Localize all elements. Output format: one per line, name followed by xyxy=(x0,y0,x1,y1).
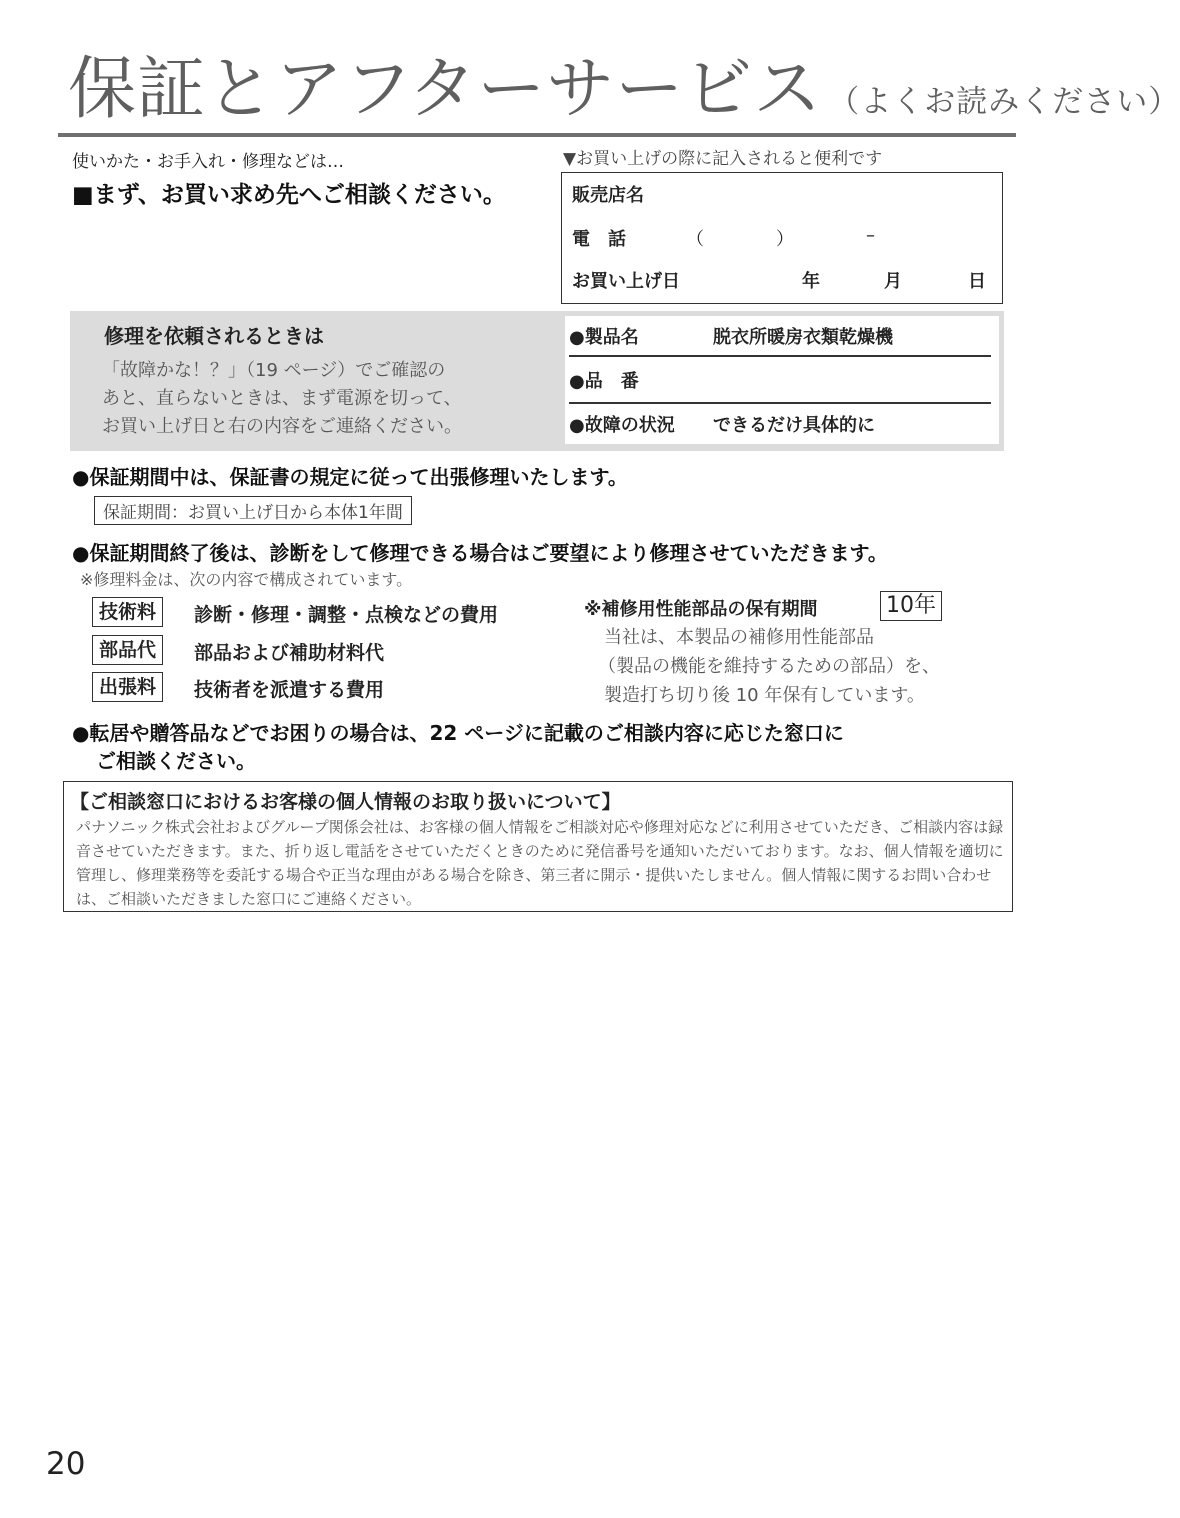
month-label: 月 xyxy=(884,271,902,292)
warranty-bullet-1: ●保証期間中は、保証書の規定に従って出張修理いたします。 xyxy=(72,465,628,489)
repair-line-1: 「故障かな！？」（19 ページ）でご確認の xyxy=(102,360,446,381)
info-divider xyxy=(569,355,991,357)
warranty-period-box: 保証期間：お買い上げ日から本体1年間 xyxy=(94,496,412,525)
consult-intro: 使いかた・お手入れ・修理などは… xyxy=(72,152,344,172)
parts-retention-text xyxy=(598,623,940,710)
privacy-text: パナソニック株式会社およびグループ関係会社は、お客様の個人情報をご相談対応や修理対応などに利用させていただき、ご相談内容は録音させていただきます。また、折り返し電話をさせていただくときのために発信番号を通知いただいております。なお、個人情報を適切に管理し、修理業務等を委託する場合や正当な理由がある場合を除き、第三者に開示・提供いたしません。個人情報に関するお問い合わせは、ご相談いただきました窓口にご連絡ください。 xyxy=(76,818,1004,908)
privacy-heading: 【ご相談窓口におけるお客様の個人情報のお取り扱いについて】 xyxy=(70,791,621,813)
year-label: 年 xyxy=(802,271,820,292)
phone-dash: – xyxy=(866,225,875,246)
warranty-bullet-3: ●転居や贈答品などでお困りの場合は、22 ページに記載のご相談内容に応じた窓口に xyxy=(72,721,844,745)
phone-paren-open: （ xyxy=(686,229,704,250)
fee-desc-visit: 技術者を派遣する費用 xyxy=(194,679,385,701)
parts-line-3: 製造打ち切り後 10 年保有しています。 xyxy=(604,685,925,706)
fee-label-visit: 出張料 xyxy=(92,672,163,702)
model-number-label: ●品 番 xyxy=(569,371,639,392)
product-name-label: ●製品名 xyxy=(569,327,639,348)
title-divider xyxy=(58,133,1016,137)
issue-label: ●故障の状況 xyxy=(569,415,675,436)
repair-line-2: あと、直らないときは、まず電源を切って、 xyxy=(102,388,462,409)
issue-value: できるだけ具体的に xyxy=(713,415,875,436)
title-subtitle: （よくお読みください） xyxy=(828,84,1180,120)
phone-paren-close: ） xyxy=(776,229,794,250)
repair-request-text xyxy=(102,357,542,441)
purchase-date-label: お買い上げ日 xyxy=(572,271,680,292)
fee-label-parts: 部品代 xyxy=(92,635,163,665)
product-name-value: 脱衣所暖房衣類乾燥機 xyxy=(713,327,893,348)
parts-retention-heading: ※補修用性能部品の保有期間 xyxy=(584,599,818,620)
parts-line-2: （製品の機能を維持するための部品）を、 xyxy=(598,656,940,677)
fee-desc-parts: 部品および補助材料代 xyxy=(194,642,385,664)
day-label: 日 xyxy=(968,271,986,292)
fee-note: ※修理料金は、次の内容で構成されています。 xyxy=(80,570,413,589)
warranty-bullet-2: ●保証期間終了後は、診断をして修理できる場合はご要望により修理させていただきます。 xyxy=(72,541,888,565)
repair-request-heading: 修理を依頼されるときは xyxy=(104,324,324,348)
parts-line-1: 当社は、本製品の補修用性能部品 xyxy=(604,627,874,648)
info-divider xyxy=(569,402,991,404)
title-main-text: 保証とアフターサービス xyxy=(68,50,823,129)
fee-desc-technical: 診断・修理・調整・点検などの費用 xyxy=(194,604,499,626)
repair-line-3: お買い上げ日と右の内容をご連絡ください。 xyxy=(102,416,462,437)
page-title xyxy=(68,50,1180,142)
purchase-info-box xyxy=(561,172,1003,304)
phone-label: 電 話 xyxy=(572,229,626,250)
store-name-label: 販売店名 xyxy=(572,185,644,206)
repair-info-box xyxy=(565,316,999,444)
warranty-bullet-3-cont: ご相談ください。 xyxy=(96,749,256,773)
consult-heading: ■まず、お買い求め先へご相談ください。 xyxy=(72,182,506,208)
parts-retention-years: 10年 xyxy=(880,591,942,621)
form-note: ▼お買い上げの際に記入されると便利です xyxy=(563,149,883,169)
page-number: 20 xyxy=(46,1446,86,1482)
fee-label-technical: 技術料 xyxy=(92,597,163,627)
